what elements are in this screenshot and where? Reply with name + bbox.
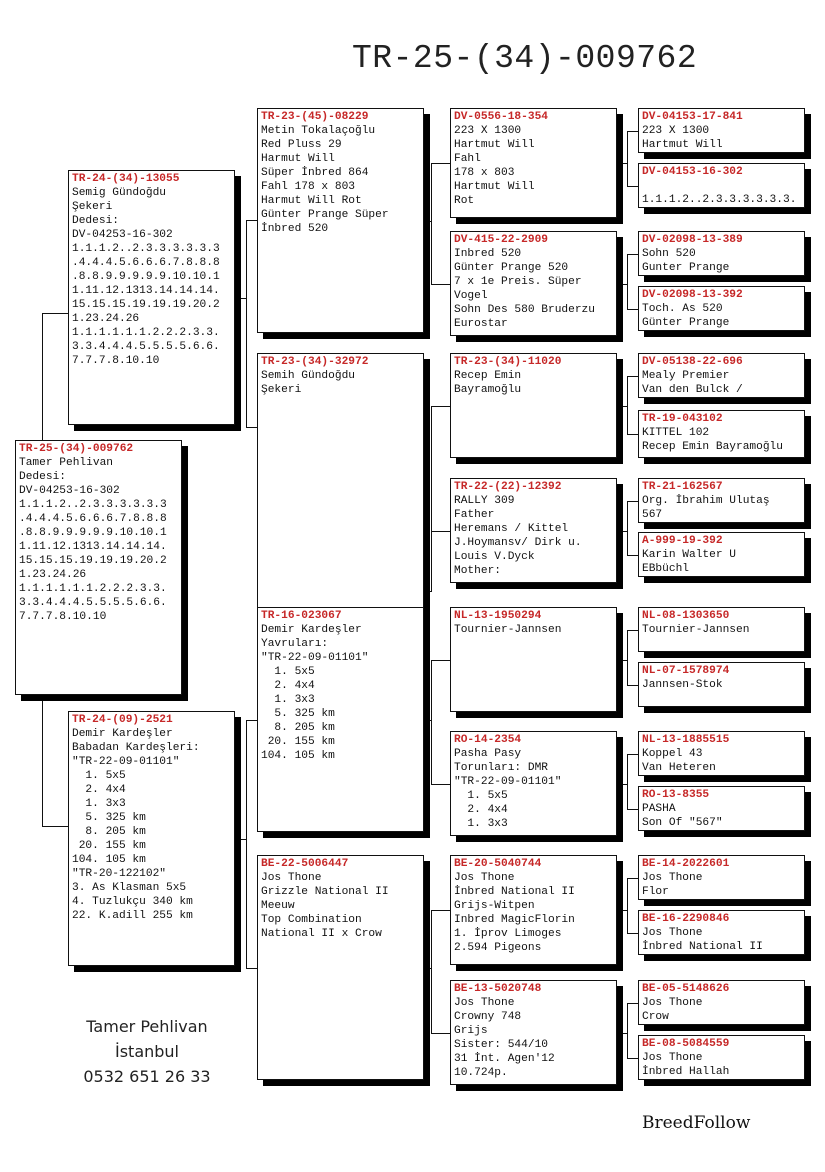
pedigree-line: "TR-22-09-01101" bbox=[261, 652, 369, 664]
connector-line bbox=[627, 501, 638, 502]
ring-number: BE-20-5040744 bbox=[454, 858, 542, 870]
pedigree-line: Grijs bbox=[454, 1025, 488, 1037]
g-g-grandparent-box bbox=[638, 286, 805, 331]
g-g-grandparent-box bbox=[638, 786, 805, 831]
connector-line bbox=[424, 221, 432, 222]
pedigree-line: 223 X 1300 bbox=[454, 125, 522, 137]
pedigree-line: Bayramoğlu bbox=[454, 384, 522, 396]
pedigree-line: Father bbox=[454, 509, 495, 521]
ring-number: TR-22-(22)-12392 bbox=[454, 481, 562, 493]
pedigree-line: 2.594 Pigeons bbox=[454, 942, 542, 954]
pedigree-line: Hartmut Will bbox=[454, 181, 535, 193]
pedigree-line: 1. 3x3 bbox=[454, 818, 508, 830]
ring-number: TR-23-(34)-11020 bbox=[454, 356, 562, 368]
ring-number: BE-13-5020748 bbox=[454, 983, 542, 995]
pedigree-line: 20. 155 km bbox=[261, 736, 335, 748]
ring-number: TR-19-043102 bbox=[642, 413, 723, 425]
connector-line bbox=[617, 660, 628, 661]
connector-line bbox=[42, 826, 68, 827]
connector-line bbox=[627, 878, 638, 879]
pedigree-line: 178 x 803 bbox=[454, 167, 515, 179]
connector-line bbox=[627, 685, 638, 686]
connector-line bbox=[246, 220, 247, 428]
pedigree-line: Van den Bulck / bbox=[642, 384, 743, 396]
pedigree-line: Flor bbox=[642, 886, 669, 898]
pedigree-line: 2. 4x4 bbox=[454, 804, 508, 816]
great-grandparent-box bbox=[450, 607, 617, 712]
g-g-grandparent-box bbox=[638, 910, 805, 955]
pedigree-line: "TR-22-09-01101" bbox=[454, 776, 562, 788]
pedigree-line: DV-04253-16-302 bbox=[19, 485, 120, 497]
pedigree-line: Son Of "567" bbox=[642, 817, 723, 829]
pedigree-line: Süper İnbred 864 bbox=[261, 167, 369, 179]
pedigree-line: Semih Gündoğdu bbox=[261, 370, 355, 382]
pedigree-line: Crowny 748 bbox=[454, 1011, 522, 1023]
pedigree-line: Mother: bbox=[454, 565, 501, 577]
owner-name: Tamer Pehlivan bbox=[86, 1017, 208, 1036]
ring-number: DV-0556-18-354 bbox=[454, 111, 548, 123]
pedigree-line: Sohn Des 580 Bruderzu bbox=[454, 304, 595, 316]
pedigree-line: 7.7.7.8.10.10 bbox=[19, 611, 107, 623]
pedigree-line: Top Combination bbox=[261, 914, 362, 926]
pedigree-line: 104. 105 km bbox=[261, 750, 335, 762]
pedigree-title: TR-25-(34)-009762 bbox=[352, 40, 698, 77]
g-g-grandparent-box bbox=[638, 163, 805, 208]
owner-contact bbox=[82, 1014, 212, 1089]
connector-line bbox=[627, 754, 628, 810]
pedigree-line: İnbred Hallah bbox=[642, 1066, 730, 1078]
ring-number: TR-21-162567 bbox=[642, 481, 723, 493]
pedigree-line: Demir Kardeşler bbox=[72, 728, 173, 740]
pedigree-line: 20. 155 km bbox=[72, 840, 146, 852]
connector-line bbox=[235, 839, 247, 840]
ring-number: TR-16-023067 bbox=[261, 610, 342, 622]
connector-line bbox=[627, 1058, 638, 1059]
ring-number: DV-05138-22-696 bbox=[642, 356, 743, 368]
ring-number: TR-25-(34)-009762 bbox=[19, 443, 134, 455]
connector-line bbox=[627, 434, 638, 435]
pedigree-line: 3. As Klasman 5x5 bbox=[72, 882, 187, 894]
pedigree-line: Sister: 544/10 bbox=[454, 1039, 548, 1051]
great-grandparent-box bbox=[450, 231, 617, 336]
pedigree-line: .8.8.9.9.9.9.9.10.10.1 bbox=[72, 271, 220, 283]
pedigree-line: Hartmut Will bbox=[642, 139, 723, 151]
owner-phone: 0532 651 26 33 bbox=[83, 1067, 211, 1086]
brand-logo: BreedFollow bbox=[642, 1113, 751, 1133]
pedigree-line: Eurostar bbox=[454, 318, 508, 330]
ring-number: TR-24-(34)-13055 bbox=[72, 173, 180, 185]
connector-line bbox=[431, 1033, 450, 1034]
great-grandparent-box bbox=[450, 980, 617, 1085]
pedigree-line: .4.4.4.5.6.6.6.7.8.8.8 bbox=[72, 257, 220, 269]
connector-line bbox=[431, 406, 450, 407]
connector-line bbox=[627, 630, 638, 631]
connector-line bbox=[431, 163, 432, 285]
pedigree-line: 1. 5x5 bbox=[72, 770, 126, 782]
pedigree-line: 4. Tuzlukçu 340 km bbox=[72, 896, 193, 908]
g-g-grandparent-box bbox=[638, 731, 805, 776]
pedigree-line: Tournier-Jannsen bbox=[454, 624, 562, 636]
pedigree-line: .8.8.9.9.9.9.9.10.10.1 bbox=[19, 527, 167, 539]
g-g-grandparent-box bbox=[638, 353, 805, 398]
ring-number: A-999-19-392 bbox=[642, 535, 723, 547]
ring-number: NL-07-1578974 bbox=[642, 665, 730, 677]
pedigree-line: 1.1.1.2..2.3.3.3.3.3.3. bbox=[642, 194, 797, 206]
g-g-grandparent-box bbox=[638, 532, 805, 577]
pedigree-line bbox=[642, 179, 801, 193]
pedigree-line: 15.15.15.19.19.19.20.2 bbox=[72, 299, 220, 311]
ring-number: RO-13-8355 bbox=[642, 789, 710, 801]
pedigree-line: Metin Tokalaçoğlu bbox=[261, 125, 376, 137]
pedigree-line: 1. 3x3 bbox=[72, 798, 126, 810]
pedigree-line: 1.23.24.26 bbox=[72, 313, 140, 325]
ring-number: NL-13-1950294 bbox=[454, 610, 542, 622]
pedigree-line: 15.15.15.19.19.19.20.2 bbox=[19, 555, 167, 567]
grandparent-box bbox=[257, 607, 424, 832]
pedigree-line: "TR-20-122102" bbox=[72, 868, 166, 880]
pedigree-line: 1.11.12.1313.14.14.14. bbox=[19, 541, 167, 553]
connector-line bbox=[627, 376, 638, 377]
pedigree-line: 1.1.1.1.1.1.2.2.2.3.3. bbox=[19, 583, 167, 595]
connector-line bbox=[617, 1033, 628, 1034]
g-g-grandparent-box bbox=[638, 108, 805, 153]
pedigree-line: 1. 3x3 bbox=[261, 694, 315, 706]
connector-line bbox=[42, 313, 68, 314]
connector-line bbox=[424, 591, 432, 592]
pedigree-line: Inbred MagicFlorin bbox=[454, 914, 575, 926]
connector-line bbox=[627, 254, 628, 310]
pedigree-line: Org. İbrahim Ulutaş bbox=[642, 495, 770, 507]
connector-line bbox=[246, 720, 257, 721]
pedigree-line: Mealy Premier bbox=[642, 370, 730, 382]
dam-box bbox=[68, 711, 235, 966]
great-grandparent-box bbox=[450, 855, 617, 965]
ring-number: TR-23-(45)-08229 bbox=[261, 111, 369, 123]
pedigree-line: Rot bbox=[454, 195, 475, 207]
pedigree-line: 10.724p. bbox=[454, 1067, 508, 1079]
pedigree-line: 1.1.1.1.1.1.2.2.2.3.3. bbox=[72, 327, 220, 339]
ring-number: DV-415-22-2909 bbox=[454, 234, 548, 246]
pedigree-line: 5. 325 km bbox=[261, 708, 335, 720]
pedigree-line: Recep Emin bbox=[454, 370, 522, 382]
pedigree-line: RALLY 309 bbox=[454, 495, 515, 507]
g-g-grandparent-box bbox=[638, 231, 805, 276]
pedigree-line: 1.1.1.2..2.3.3.3.3.3.3 bbox=[72, 243, 220, 255]
pedigree-line: Tournier-Jannsen bbox=[642, 624, 750, 636]
pedigree-line: Günter Prange Süper bbox=[261, 209, 389, 221]
subject-box bbox=[15, 440, 182, 695]
pedigree-line: Harmut Will Rot bbox=[261, 195, 362, 207]
pedigree-line: 31 İnt. Agen'12 bbox=[454, 1053, 555, 1065]
pedigree-line: Louis V.Dyck bbox=[454, 551, 535, 563]
pedigree-line: Günter Prange bbox=[642, 317, 730, 329]
connector-line bbox=[627, 1003, 628, 1059]
connector-line bbox=[424, 968, 432, 969]
pedigree-line: Jos Thone bbox=[454, 872, 515, 884]
pedigree-line: 104. 105 km bbox=[72, 854, 146, 866]
great-grandparent-box bbox=[450, 731, 617, 836]
ring-number: DV-04153-17-841 bbox=[642, 111, 743, 123]
great-grandparent-box bbox=[450, 353, 617, 458]
connector-line bbox=[617, 284, 628, 285]
pedigree-line: Jos Thone bbox=[642, 1052, 703, 1064]
connector-line bbox=[431, 910, 432, 1034]
connector-line bbox=[617, 784, 628, 785]
pedigree-line: İnbred 520 bbox=[261, 223, 329, 235]
pedigree-line: KITTEL 102 bbox=[642, 427, 710, 439]
connector-line bbox=[246, 968, 257, 969]
pedigree-line: .4.4.4.5.6.6.6.7.8.8.8 bbox=[19, 513, 167, 525]
pedigree-line: 1. İprov Limoges bbox=[454, 928, 562, 940]
pedigree-line: Yavruları: bbox=[261, 638, 329, 650]
pedigree-line: EBbüchl bbox=[642, 563, 689, 575]
pedigree-line: 2. 4x4 bbox=[261, 680, 315, 692]
connector-line bbox=[627, 501, 628, 556]
connector-line bbox=[424, 720, 432, 721]
pedigree-line: Dedesi: bbox=[72, 215, 119, 227]
connector-line bbox=[627, 555, 638, 556]
pedigree-line: Şekeri bbox=[72, 201, 113, 213]
pedigree-line: 1.1.1.2..2.3.3.3.3.3.3 bbox=[19, 499, 167, 511]
g-g-grandparent-box bbox=[638, 410, 805, 458]
pedigree-line: İnbred National II bbox=[454, 886, 575, 898]
pedigree-line: Grijs-Witpen bbox=[454, 900, 535, 912]
pedigree-line: 7 x 1e Preis. Süper bbox=[454, 276, 582, 288]
ring-number: DV-02098-13-389 bbox=[642, 234, 743, 246]
pedigree-line: 3.3.4.4.4.5.5.5.5.6.6. bbox=[19, 597, 167, 609]
connector-line bbox=[431, 910, 450, 911]
ring-number: DV-02098-13-392 bbox=[642, 289, 743, 301]
pedigree-line: Sohn 520 bbox=[642, 248, 696, 260]
connector-line bbox=[627, 809, 638, 810]
g-g-grandparent-box bbox=[638, 1035, 805, 1080]
pedigree-line: J.Hoymansv/ Dirk u. bbox=[454, 537, 582, 549]
pedigree-line: Hartmut Will bbox=[454, 139, 535, 151]
pedigree-line: Red Pluss 29 bbox=[261, 139, 342, 151]
pedigree-line: Harmut Will bbox=[261, 153, 335, 165]
ring-number: DV-04153-16-302 bbox=[642, 166, 743, 178]
pedigree-line: 223 X 1300 bbox=[642, 125, 710, 137]
ring-number: TR-23-(34)-32972 bbox=[261, 356, 369, 368]
connector-line bbox=[431, 784, 450, 785]
pedigree-line: Şekeri bbox=[261, 384, 302, 396]
connector-line bbox=[431, 531, 450, 532]
connector-line bbox=[627, 131, 638, 132]
pedigree-line: Jos Thone bbox=[642, 872, 703, 884]
ring-number: BE-14-2022601 bbox=[642, 858, 730, 870]
pedigree-line: Babadan Kardeşleri: bbox=[72, 742, 200, 754]
connector-line bbox=[617, 406, 628, 407]
ring-number: BE-05-5148626 bbox=[642, 983, 730, 995]
pedigree-line: Van Heteren bbox=[642, 762, 716, 774]
connector-line bbox=[627, 878, 628, 934]
pedigree-line: Demir Kardeşler bbox=[261, 624, 362, 636]
pedigree-line: Jannsen-Stok bbox=[642, 679, 723, 691]
g-g-grandparent-box bbox=[638, 980, 805, 1025]
g-g-grandparent-box bbox=[638, 855, 805, 900]
connector-line bbox=[627, 131, 628, 187]
connector-line bbox=[431, 284, 450, 285]
pedigree-line: 3.3.4.4.4.5.5.5.5.6.6. bbox=[72, 341, 220, 353]
connector-line bbox=[627, 754, 638, 755]
grandparent-box bbox=[257, 855, 424, 1080]
connector-line bbox=[431, 660, 432, 785]
connector-line bbox=[235, 298, 247, 299]
great-grandparent-box bbox=[450, 108, 617, 218]
pedigree-line: Grizzle National II bbox=[261, 886, 389, 898]
great-grandparent-box bbox=[450, 478, 617, 583]
connector-line bbox=[617, 910, 628, 911]
ring-number: NL-13-1885515 bbox=[642, 734, 730, 746]
connector-line bbox=[617, 163, 628, 164]
connector-line bbox=[246, 427, 257, 428]
pedigree-line: Toch. As 520 bbox=[642, 303, 723, 315]
pedigree-line: Pasha Pasy bbox=[454, 748, 522, 760]
pedigree-line: Vogel bbox=[454, 290, 488, 302]
pedigree-line: Recep Emin Bayramoğlu bbox=[642, 441, 783, 453]
pedigree-line: 2. 4x4 bbox=[72, 784, 126, 796]
pedigree-line: 5. 325 km bbox=[72, 812, 146, 824]
pedigree-line: Tamer Pehlivan bbox=[19, 457, 113, 469]
pedigree-line: Günter Prange 520 bbox=[454, 262, 569, 274]
pedigree-line: Dedesi: bbox=[19, 471, 66, 483]
pedigree-line: Gunter Prange bbox=[642, 262, 730, 274]
connector-line bbox=[627, 1003, 638, 1004]
pedigree-line: Meeuw bbox=[261, 900, 295, 912]
pedigree-line: İnbred National II bbox=[642, 941, 763, 953]
pedigree-line: Semig Gündoğdu bbox=[72, 187, 166, 199]
connector-line bbox=[431, 660, 450, 661]
pedigree-line: Jos Thone bbox=[454, 997, 515, 1009]
g-g-grandparent-box bbox=[638, 662, 805, 707]
ring-number: TR-24-(09)-2521 bbox=[72, 714, 173, 726]
pedigree-line: Jos Thone bbox=[261, 872, 322, 884]
g-g-grandparent-box bbox=[638, 607, 805, 652]
pedigree-line: 567 bbox=[642, 509, 663, 521]
pedigree-line: Fahl 178 x 803 bbox=[261, 181, 355, 193]
connector-line bbox=[627, 933, 638, 934]
g-g-grandparent-box bbox=[638, 478, 805, 523]
pedigree-line: Jos Thone bbox=[642, 997, 703, 1009]
pedigree-line: 1. 5x5 bbox=[261, 666, 315, 678]
pedigree-line: 8. 205 km bbox=[72, 826, 146, 838]
pedigree-line: National II x Crow bbox=[261, 928, 382, 940]
pedigree-line: 1.11.12.1313.14.14.14. bbox=[72, 285, 220, 297]
pedigree-line: DV-04253-16-302 bbox=[72, 229, 173, 241]
pedigree-line: Koppel 43 bbox=[642, 748, 703, 760]
connector-line bbox=[246, 720, 247, 969]
ring-number: BE-08-5084559 bbox=[642, 1038, 730, 1050]
ring-number: BE-22-5006447 bbox=[261, 858, 349, 870]
pedigree-line: Torunları: DMR bbox=[454, 762, 548, 774]
pedigree-line: Jos Thone bbox=[642, 927, 703, 939]
connector-line bbox=[431, 163, 450, 164]
grandparent-box bbox=[257, 108, 424, 333]
pedigree-line: Inbred 520 bbox=[454, 248, 522, 260]
connector-line bbox=[617, 531, 628, 532]
pedigree-line: 8. 205 km bbox=[261, 722, 335, 734]
pedigree-line: "TR-22-09-01101" bbox=[72, 756, 180, 768]
connector-line bbox=[627, 186, 638, 187]
ring-number: NL-08-1303650 bbox=[642, 610, 730, 622]
connector-line bbox=[627, 309, 638, 310]
pedigree-line: Fahl bbox=[454, 153, 481, 165]
ring-number: BE-16-2290846 bbox=[642, 913, 730, 925]
pedigree-line: Heremans / Kittel bbox=[454, 523, 569, 535]
sire-box bbox=[68, 170, 235, 425]
pedigree-line: 1. 5x5 bbox=[454, 790, 508, 802]
pedigree-line: 22. K.adill 255 km bbox=[72, 910, 193, 922]
pedigree-line: PASHA bbox=[642, 803, 676, 815]
pedigree-line: 7.7.7.8.10.10 bbox=[72, 355, 160, 367]
pedigree-line: Karin Walter U bbox=[642, 549, 736, 561]
connector-line bbox=[431, 406, 432, 592]
ring-number: RO-14-2354 bbox=[454, 734, 522, 746]
connector-line bbox=[627, 630, 628, 686]
owner-city: İstanbul bbox=[114, 1042, 179, 1061]
connector-line bbox=[627, 254, 638, 255]
connector-line bbox=[246, 220, 257, 221]
pedigree-line: 1.23.24.26 bbox=[19, 569, 87, 581]
pedigree-line: Crow bbox=[642, 1011, 669, 1023]
